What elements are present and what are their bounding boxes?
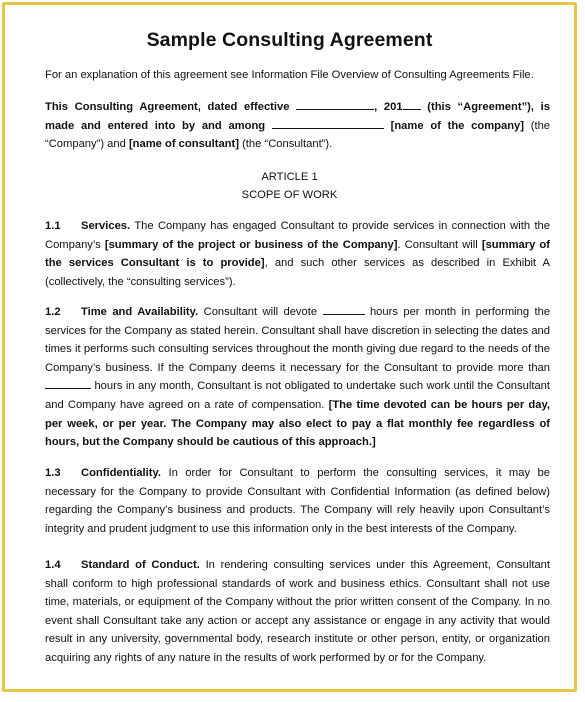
section-number: 1.2 bbox=[45, 306, 61, 318]
section-placeholder: [The time devoted can be hours per day, per week, or per year. The Company may also elect to pay a flat monthly fee regardless of hours, but the Company should be cautious of this approach.] bbox=[45, 398, 550, 449]
section-heading: Confidentiality. bbox=[81, 467, 161, 479]
year-blank bbox=[403, 99, 421, 110]
section-text: , and such other services as described in Exhibit A (collectively, the “consulting services”). bbox=[45, 257, 550, 288]
article-number: ARTICLE 1 bbox=[261, 171, 318, 183]
section-placeholder: [summary of the project or business of the Company] bbox=[104, 238, 398, 251]
section-heading: Services. bbox=[81, 220, 131, 232]
document-title: Sample Consulting Agreement bbox=[146, 29, 433, 51]
section-number: 1.3 bbox=[45, 467, 61, 479]
opening-text-1: This Consulting Agreement, dated effective bbox=[45, 101, 290, 113]
section-number: 1.1 bbox=[45, 220, 61, 232]
intro-note: For an explanation of this agreement see Information File Overview of Consulting Agreements File. bbox=[45, 69, 534, 81]
section-text: Consultant will devote bbox=[203, 306, 318, 318]
section-text: The Company has engaged Consultant to provide services in connection with the Company’s bbox=[45, 220, 550, 251]
date-blank bbox=[296, 99, 374, 110]
consultant-placeholder: [name of consultant] bbox=[128, 138, 239, 151]
section-1-1 bbox=[45, 217, 550, 291]
opening-text-6: (the “Consultant”). bbox=[242, 138, 333, 151]
section-heading: Standard of Conduct. bbox=[81, 559, 200, 571]
company-placeholder: [name of the company] bbox=[390, 119, 524, 132]
section-text: In order for Consultant to perform the consulting services, it may be necessary for the Company to provide Consultant with Confidential Information (as defined below) regarding the Company’s business and products. The Company will rely heavily upon Consultant’s integrity and prudent judgment to use this information only in the best interests of the Company. bbox=[45, 467, 551, 535]
hours-blank bbox=[45, 378, 91, 389]
section-text: hours in any month, Consultant is not obligated to undertake such work until the Consultant and Company have agreed on a rate of compensation. bbox=[45, 380, 550, 411]
section-text: . Consultant will bbox=[397, 238, 478, 251]
section-number: 1.4 bbox=[45, 559, 61, 571]
section-text: In rendering consulting services under this Agreement, Consultant shall conform to high professional standards of work and business ethics. Consultant shall not use time, materials, or equipment of the Company without the prior written consent of the Company. In no event shall Consultant take any action or accept any assistance or engage in any activity that would result in any university, governmental body, research institute or other person, entity, or organization acquiring any rights of any nature in the results of work performed by or for the Company. bbox=[45, 559, 551, 664]
document-page bbox=[2, 2, 577, 692]
opening-text-3: (this “Agreement”), is made bbox=[45, 101, 550, 132]
section-1-3 bbox=[45, 464, 550, 538]
section-1-2 bbox=[45, 303, 550, 452]
section-text: hours per month in performing the services for the Company as stated herein. Consultant shall have discretion in selecting the dates and times it performs such consulting services throughout the month giving due regard to the needs of the Company’s business. If the Company deems it necessary for the Consultant to provide more than bbox=[45, 306, 551, 374]
section-placeholder: [summary of the services Consultant is to provide] bbox=[45, 238, 550, 270]
opening-text-2: , 201 bbox=[374, 101, 403, 113]
article-heading: SCOPE OF WORK bbox=[241, 189, 338, 201]
opening-paragraph bbox=[45, 98, 550, 154]
section-1-4 bbox=[45, 556, 550, 668]
company-blank bbox=[272, 118, 384, 129]
hours-blank bbox=[323, 304, 365, 315]
opening-text-4: and entered into by and among bbox=[80, 119, 266, 132]
section-heading: Time and Availability. bbox=[81, 306, 199, 318]
opening-text-5: (the “Company”) and bbox=[45, 119, 551, 151]
